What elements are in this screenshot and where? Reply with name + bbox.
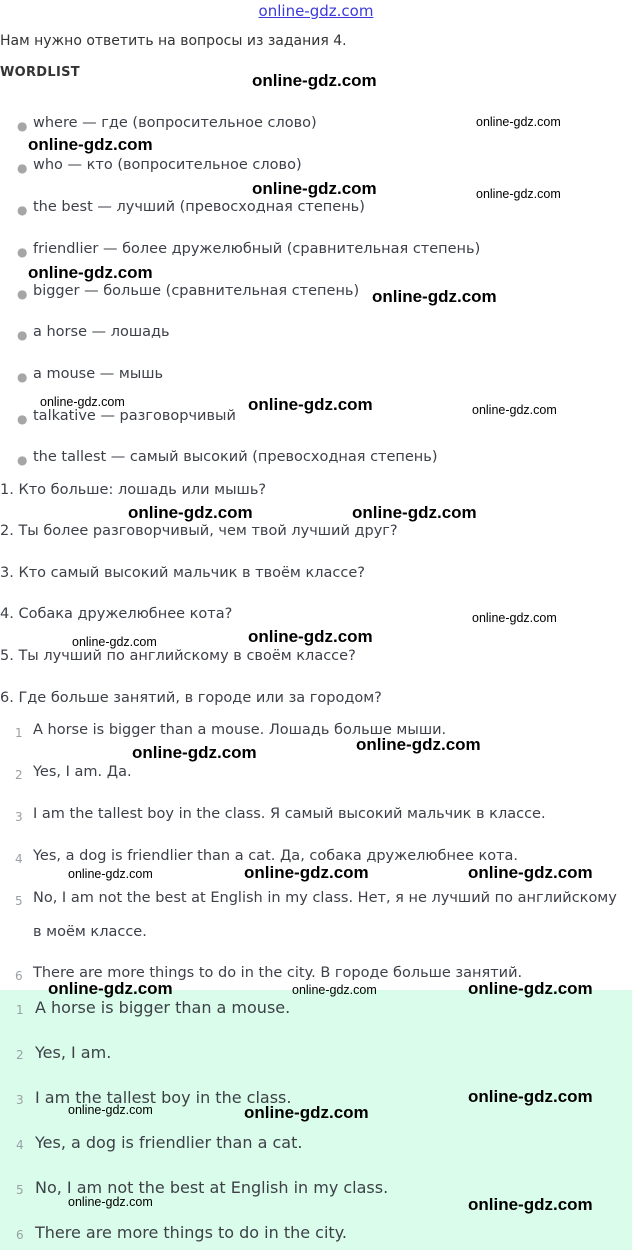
- final-answer-number: 1: [16, 1003, 24, 1017]
- final-answer-number: 4: [16, 1138, 24, 1152]
- bullet-icon: ●: [17, 203, 28, 217]
- wordlist-item: friendlier — более дружелюбный (сравнительная степень): [33, 241, 481, 257]
- wordlist-item: a mouse — мышь: [33, 366, 164, 382]
- final-answer: No, I am not the best at English in my class.: [35, 1178, 389, 1197]
- watermark: online-gdz.com: [28, 263, 153, 282]
- bullet-icon: ●: [17, 245, 28, 259]
- wordlist-item: who — кто (вопросительное слово): [33, 157, 302, 173]
- watermark: online-gdz.com: [372, 287, 497, 306]
- watermark: online-gdz.com: [356, 735, 481, 754]
- watermark: online-gdz.com: [68, 1103, 153, 1117]
- question: 2. Ты более разговорчивый, чем твой лучший друг?: [0, 523, 398, 539]
- watermark: online-gdz.com: [28, 135, 153, 154]
- bullet-icon: ●: [17, 412, 28, 426]
- answer: A horse is bigger than a mouse. Лошадь больше мыши.: [33, 722, 447, 738]
- answer: There are more things to do in the city. В городе больше занятий.: [33, 965, 523, 981]
- watermark: online-gdz.com: [128, 503, 253, 522]
- watermark: online-gdz.com: [468, 863, 593, 882]
- answer-number: 6: [15, 969, 23, 983]
- answer: Yes, I am. Да.: [33, 764, 132, 780]
- final-answer-number: 5: [16, 1183, 24, 1197]
- answer-number: 3: [15, 810, 23, 824]
- watermark: online-gdz.com: [476, 187, 561, 201]
- answer: No, I am not the best at English in my class. Нет, я не лучший по английскому: [33, 890, 617, 906]
- site-link[interactable]: online-gdz.com: [258, 2, 374, 20]
- question: 1. Кто больше: лошадь или мышь?: [0, 482, 267, 498]
- final-answer: There are more things to do in the city.: [35, 1223, 347, 1242]
- final-answer: Yes, I am.: [35, 1043, 112, 1062]
- watermark: online-gdz.com: [68, 1195, 153, 1209]
- bullet-icon: ●: [17, 119, 28, 133]
- final-answer-number: 3: [16, 1093, 24, 1107]
- watermark: online-gdz.com: [252, 71, 377, 90]
- watermark: online-gdz.com: [248, 395, 373, 414]
- question: 4. Собака дружелюбнее кота?: [0, 606, 233, 622]
- watermark: online-gdz.com: [472, 403, 557, 417]
- bullet-icon: ●: [17, 328, 28, 342]
- answer-number: 1: [15, 726, 23, 740]
- watermark: online-gdz.com: [68, 867, 153, 881]
- watermark: online-gdz.com: [132, 743, 257, 762]
- bullet-icon: ●: [17, 453, 28, 467]
- watermark: online-gdz.com: [40, 395, 125, 409]
- watermark: online-gdz.com: [72, 635, 157, 649]
- wordlist-item: the tallest — самый высокий (превосходная степень): [33, 449, 438, 465]
- answer-number: 2: [15, 768, 23, 782]
- question: 3. Кто самый высокий мальчик в твоём классе?: [0, 565, 365, 581]
- final-answer-number: 6: [16, 1228, 24, 1242]
- watermark: online-gdz.com: [476, 115, 561, 129]
- answer: Yes, a dog is friendlier than a cat. Да, собака дружелюбнее кота.: [33, 848, 519, 864]
- question: 5. Ты лучший по английскому в своём классе?: [0, 648, 356, 664]
- answer-number: 5: [15, 894, 23, 908]
- watermark: online-gdz.com: [472, 611, 557, 625]
- bullet-icon: ●: [17, 370, 28, 384]
- watermark: online-gdz.com: [468, 979, 593, 998]
- watermark: online-gdz.com: [244, 863, 369, 882]
- watermark: online-gdz.com: [468, 1195, 593, 1214]
- watermark: online-gdz.com: [48, 979, 173, 998]
- watermark: online-gdz.com: [252, 179, 377, 198]
- intro-text: Нам нужно ответить на вопросы из задания 4.: [0, 33, 347, 49]
- wordlist-item: a horse — лошадь: [33, 324, 170, 340]
- answer-number: 4: [15, 852, 23, 866]
- final-answer: A horse is bigger than a mouse.: [35, 998, 291, 1017]
- wordlist-title: WORDLIST: [0, 65, 80, 80]
- answer-continuation: в моём классе.: [33, 924, 147, 940]
- question: 6. Где больше занятий, в городе или за городом?: [0, 690, 382, 706]
- wordlist-item: talkative — разговорчивый: [33, 408, 236, 424]
- bullet-icon: ●: [17, 287, 28, 301]
- watermark: online-gdz.com: [352, 503, 477, 522]
- bullet-icon: ●: [17, 161, 28, 175]
- final-answer: I am the tallest boy in the class.: [35, 1088, 292, 1107]
- watermark: online-gdz.com: [468, 1087, 593, 1106]
- watermark: online-gdz.com: [244, 1103, 369, 1122]
- watermark: online-gdz.com: [292, 983, 377, 997]
- wordlist-item: where — где (вопросительное слово): [33, 115, 317, 131]
- final-answer-number: 2: [16, 1048, 24, 1062]
- wordlist-item: the best — лучший (превосходная степень): [33, 199, 365, 215]
- final-answer: Yes, a dog is friendlier than a cat.: [35, 1133, 303, 1152]
- watermark: online-gdz.com: [248, 627, 373, 646]
- wordlist-item: bigger — больше (сравнительная степень): [33, 283, 360, 299]
- answer: I am the tallest boy in the class. Я самый высокий мальчик в классе.: [33, 806, 546, 822]
